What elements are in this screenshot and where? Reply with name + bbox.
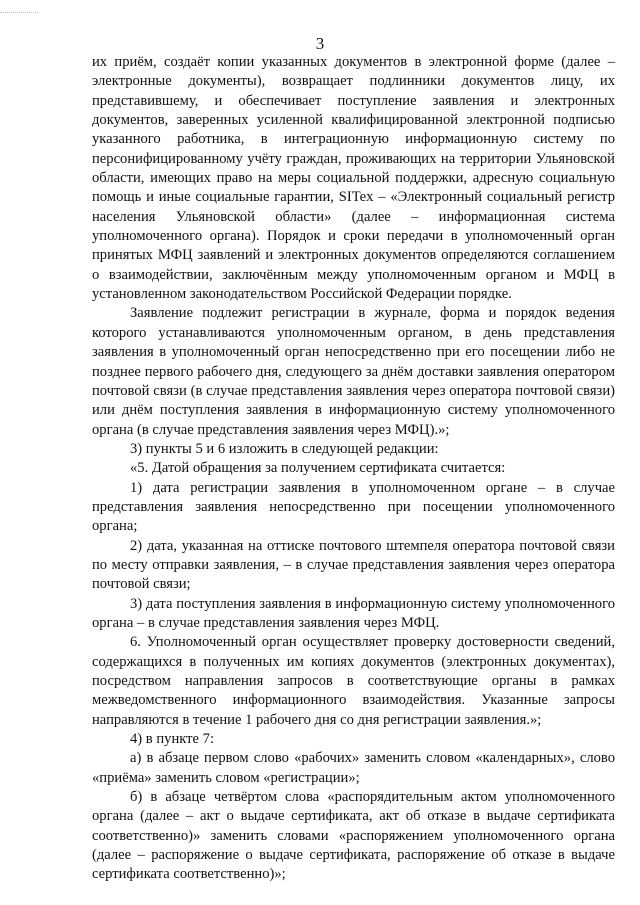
paragraph: «5. Датой обращения за получением сертификата считается: <box>130 460 506 477</box>
paragraph: 4) в пункте 7: <box>130 731 215 748</box>
paragraph: 2) дата, указанная на оттиске почтового штемпеля оператора почтовой связи по месту отправки заявления, – в случае представления заявления через оператора почтовой связи; <box>92 537 615 593</box>
paragraph: их приём, создаёт копии указанных документов в электронной форме (далее – электронные документы), возвращает подлинники документов лицу, их представившему, и обеспечивает поступление заявления и электронных документов, заверенных усиленной квалифицированной электронной подписью указанного работника, в интеграционную информационную систему по персонифицированному учёту граждан, проживающих на территории Ульяновской области, имеющих право на меры социальной поддержки, адресную социальную помощь и иные социальные гарантии, SITex – «Электронный социальный регистр населения Ульяновской области» (далее – информационная система уполномоченного органа). Порядок и сроки передачи в уполномоченный орган принятых МФЦ заявлений и электронных документов определяются соглашением о взаимодействии, заключённым между уполномоченным органом и МФЦ в установленном законодательством Российской Федерации порядке. <box>92 54 615 303</box>
paragraph: а) в абзаце первом слово «рабочих» заменить словом «календарных», слово «приёма» заменить словом «регистрации»; <box>92 750 615 786</box>
paragraph: 6. Уполномоченный орган осуществляет проверку достоверности сведений, содержащихся в полученных им копиях документов (электронных документах), посредством направления запросов в соответствующие органы в рамках межведомственного информационного взаимодействия. Указанные запросы направляются в течение 1 рабочего дня со дня регистрации заявления.»; <box>92 634 615 728</box>
paragraph: 3) дата поступления заявления в информационную систему уполномоченного органа – в случае представления заявления через МФЦ. <box>92 595 615 631</box>
paragraph: Заявление подлежит регистрации в журнале, форма и порядок ведения которого устанавливаются уполномоченным органом, в день представления заявления в уполномоченный орган непосредственно при его посещении либо не позднее первого рабочего дня, следующего за днём доставки заявления оператором почтовой связи (в случае представления заявления через оператора почтовой связи) или днём поступления заявления в информационную систему уполномоченного органа (в случае представления заявления через МФЦ).»; <box>92 305 615 438</box>
page-number: 3 <box>315 34 325 53</box>
paragraph: 3) пункты 5 и 6 изложить в следующей редакции: <box>130 440 439 457</box>
scan-artifact <box>0 12 38 16</box>
paragraph: 1) дата регистрации заявления в уполномоченном органе – в случае представления заявления непосредственно при посещении уполномоченного органа; <box>92 479 615 535</box>
paragraph: б) в абзаце четвёртом слова «распорядительным актом уполномоченного органа (далее – акт о выдаче сертификата, акт об отказе в выдаче сертификата соответственно)» заменить словами «распоряжением уполномоченного органа (далее – распоряжение о выдаче сертификата, распоряжение об отказе в выдаче сертификата соответственно)»; <box>92 789 615 883</box>
document-body <box>92 53 615 885</box>
